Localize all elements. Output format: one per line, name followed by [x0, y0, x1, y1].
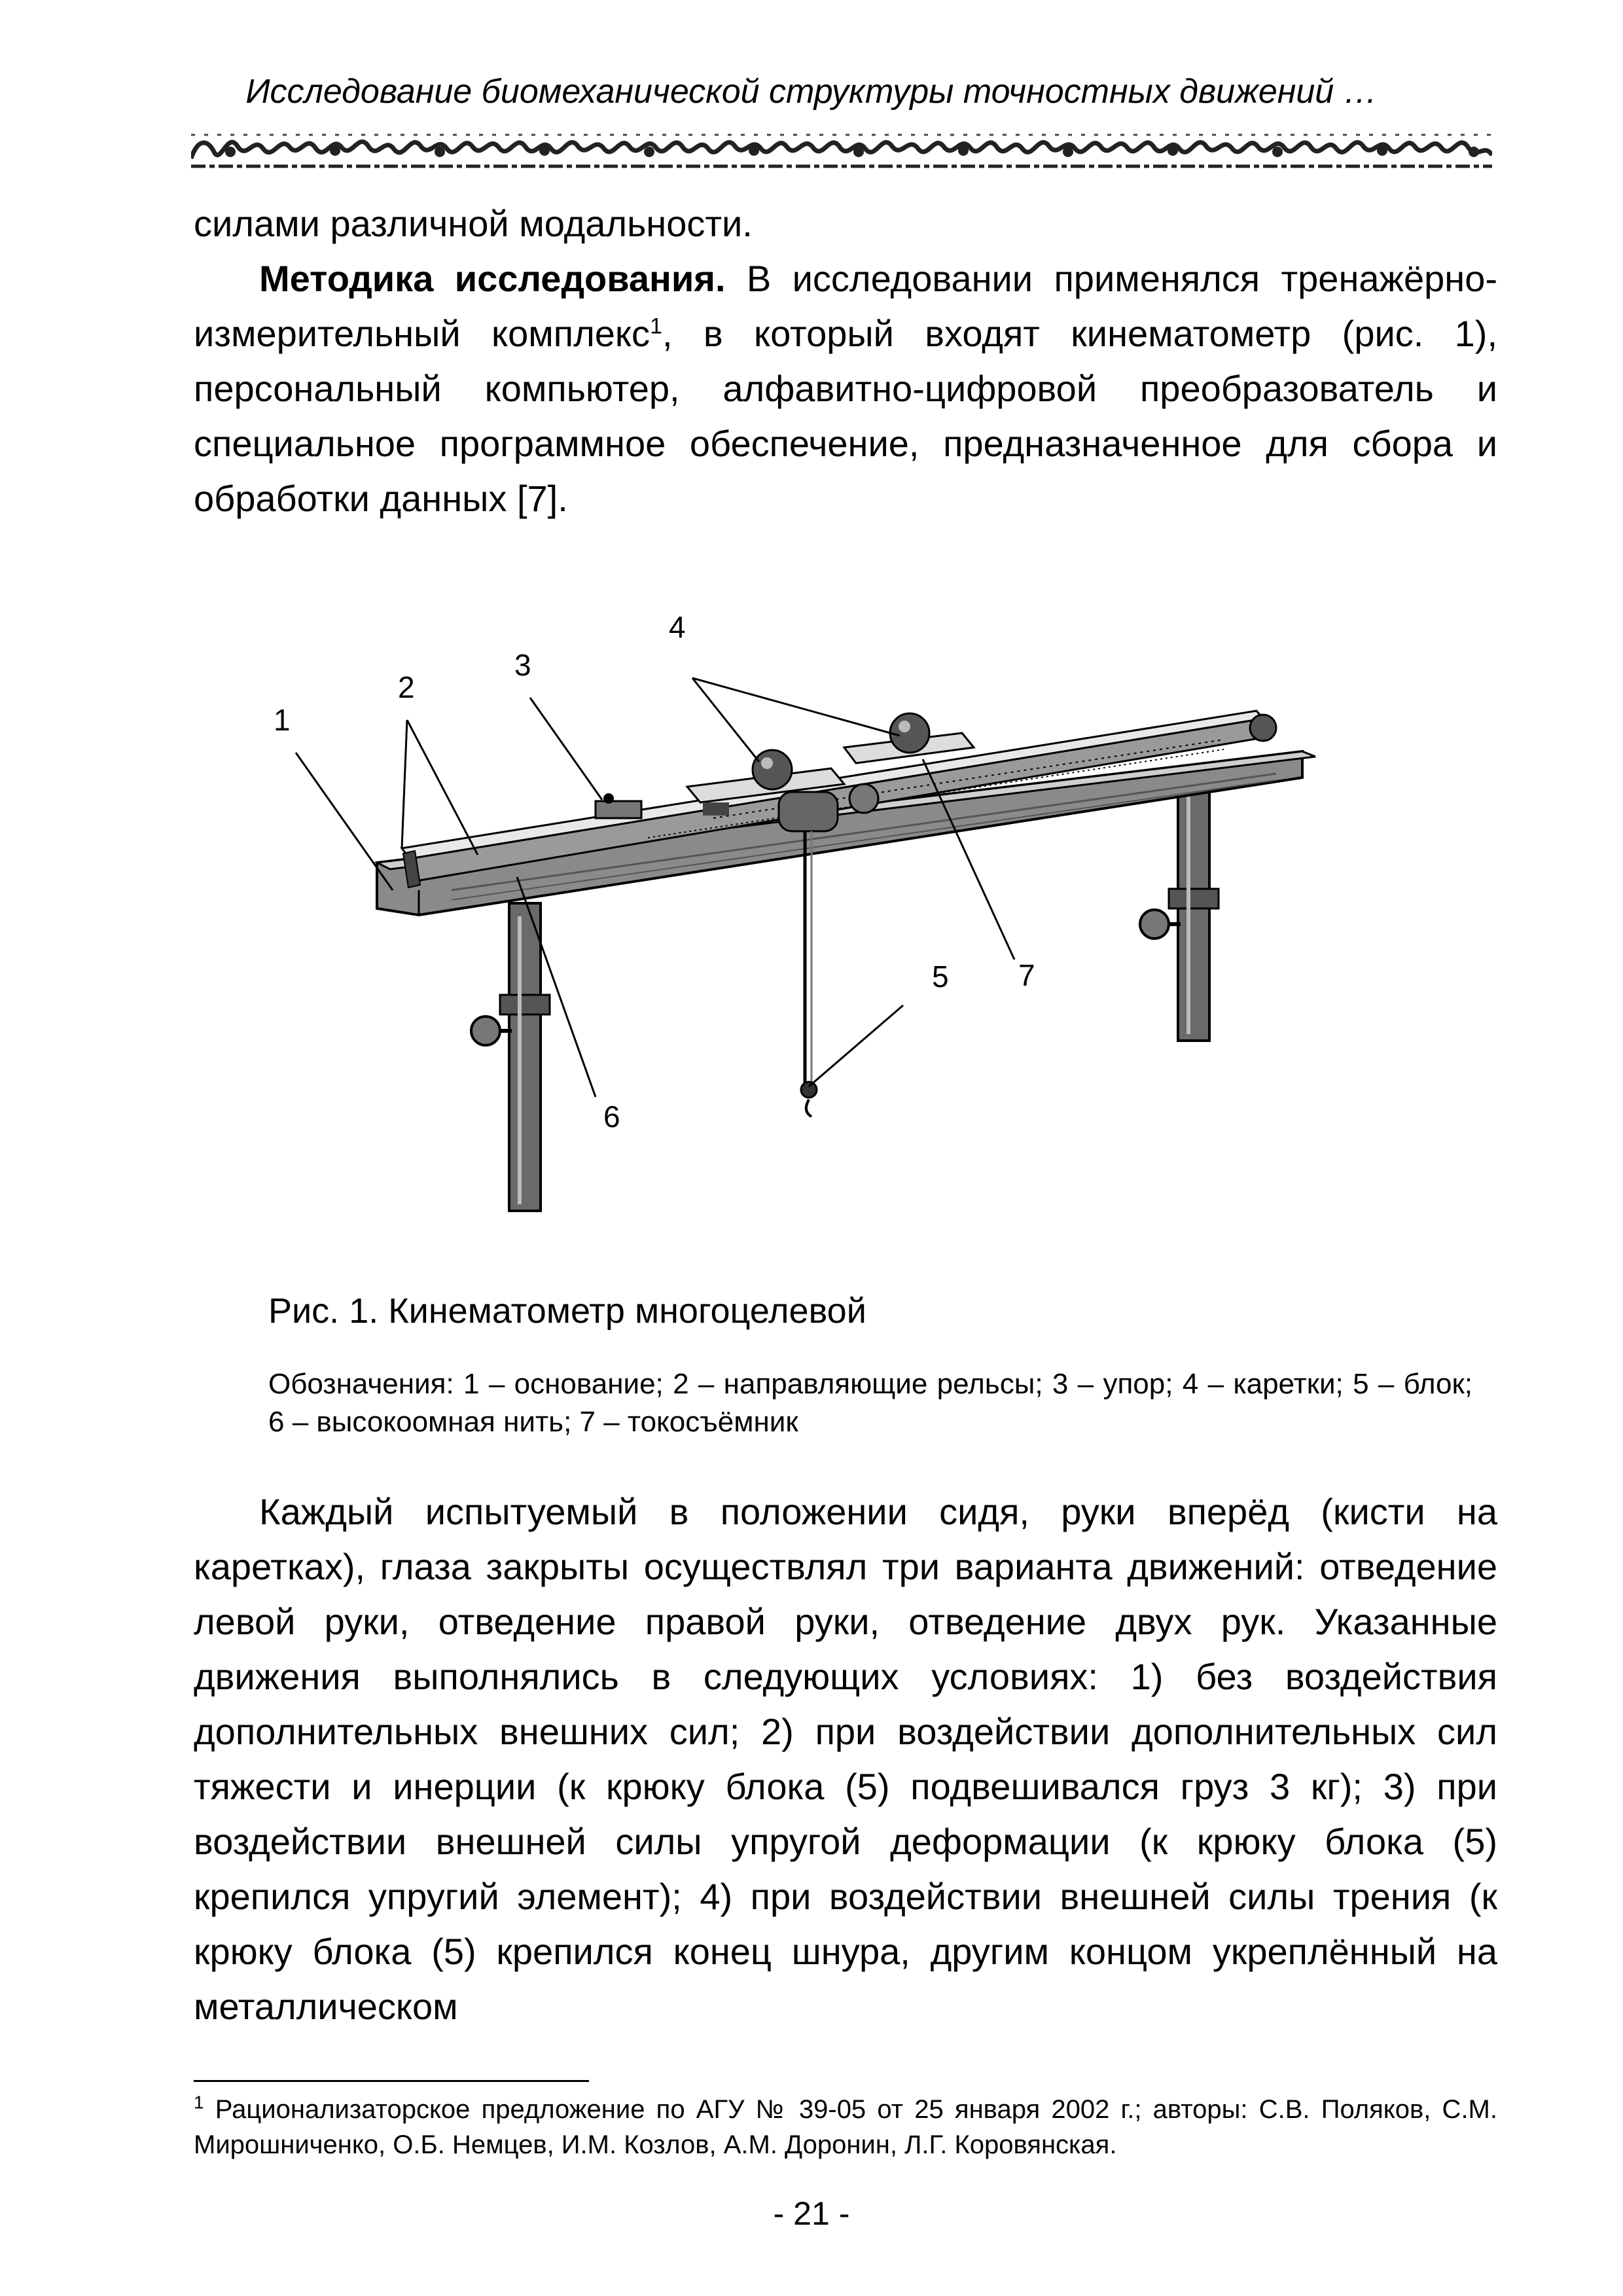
left-stand	[471, 903, 550, 1211]
footnote-separator	[194, 2080, 589, 2082]
callout-7: 7	[1018, 958, 1035, 992]
callout-1: 1	[274, 703, 291, 737]
footnote-text: Рационализаторское предложение по АГУ № 39-05 от 25 января 2002 г.; авторы: С.В. Поляков, С.М. Мирошниченко, О.Б. Немцев, И.М. Козлов, А.М. Доронин, Л.Г. Коровянская.	[194, 2095, 1497, 2159]
methodology-text-a: В исследовании применялся тренажёрно-измерительный комплекс	[194, 258, 1497, 354]
body-text-top	[194, 196, 1497, 526]
body-text-bottom	[194, 1484, 1497, 2034]
paragraph-methodology	[194, 251, 1497, 526]
footnote-ref-1: 1	[650, 314, 662, 339]
section-heading-methodology: Методика исследования.	[259, 258, 726, 299]
callout-2: 2	[398, 670, 415, 704]
methodology-text-b: , в который входят кинематометр (рис. 1), персональный компьютер, алфавитно-цифровой преобразователь и специальное программное обеспечение, предназначенное для сбора и обработки данных [7].	[194, 313, 1498, 519]
callout-5: 5	[932, 960, 949, 994]
page-number: - 21 -	[773, 2195, 850, 2232]
paragraph-procedure: Каждый испытуемый в положении сидя, руки вперёд (кисти на каретках), глаза закрыты осуществлял три варианта движений: отведение левой руки, отведение правой руки, отведение двух рук. Указанные движения выполнялись в следующих условиях: 1) без воздействия дополнительных внешних сил; 2) при воздействии дополнительных сил тяжести и инерции (к крюку блока (5) подвешивался груз 3 кг); 3) при воздействии внешней силы упругой деформации (к крюку блока (5) крепился упругий элемент); 4) при воздействии внешней силы трения (к крюку блока (5) крепился конец шнура, другим концом укреплённый на металлическом	[194, 1491, 1497, 2027]
stop-block	[596, 793, 641, 818]
callout-6: 6	[603, 1100, 620, 1134]
pulley-block	[801, 831, 817, 1117]
footnote	[194, 2092, 1497, 2162]
running-header: Исследование биомеханической структуры точностных движений …	[245, 73, 1378, 111]
paragraph-1: силами различной модальности.	[194, 203, 753, 244]
figure-kinematometer	[255, 602, 1342, 1217]
decorative-ornament-border	[191, 126, 1492, 174]
figure-caption: Рис. 1. Кинематометр многоцелевой	[268, 1291, 866, 1331]
callout-4: 4	[669, 610, 686, 644]
right-stand	[1140, 779, 1219, 1041]
footnote-marker: 1	[194, 2092, 204, 2113]
figure-legend: Обозначения: 1 – основание; 2 – направляющие рельсы; 3 – упор; 4 – каретки; 5 – блок; 6 – высокоомная нить; 7 – токосъёмник	[268, 1368, 1472, 1438]
callout-3: 3	[514, 648, 531, 682]
